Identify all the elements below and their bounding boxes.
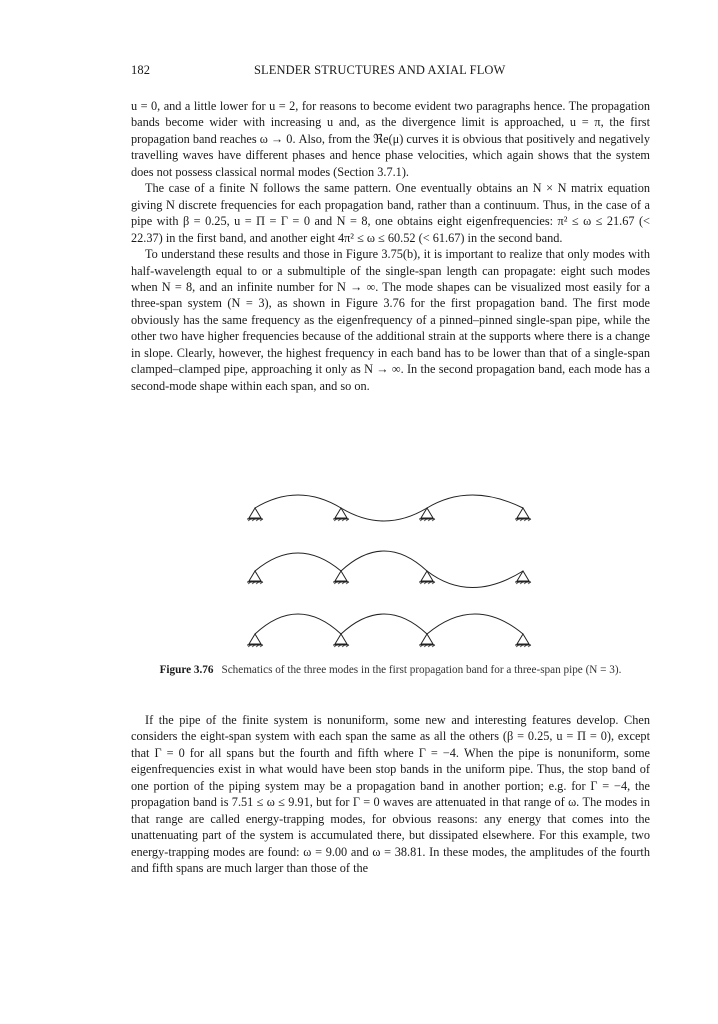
support-icon — [419, 508, 435, 521]
figure-caption-text: Schematics of the three modes in the first propagation band for a three-span pipe (N = 3). — [221, 664, 622, 676]
mode-2-shape — [247, 551, 531, 588]
support-icon — [247, 634, 263, 647]
support-icon — [419, 571, 435, 584]
figure-label: Figure 3.76 — [159, 664, 214, 676]
body-text-top — [131, 98, 650, 394]
paragraph-mode-shapes: To understand these results and those in Figure 3.75(b), it is important to realize that only modes with half-wavelength equal to or a submultiple of the single-span length can propagate: eight such modes when N = 8, and an infinite number for N → ∞. The mode shapes can be visualized most easily for a three-span system (N = 3), as shown in Figure 3.76 for the first propagation band. The first mode obviously has the same frequency as the eigenfrequency of a pinned–pinned single-span pipe, while the other two have higher frequencies because of the additional strain at the supports where there is a change in slope. Clearly, however, the highest frequency in each band has to be lower than that of a single-span clamped–clamped pipe, approaching it only as N → ∞. In the second propagation band, each mode has a second-mode shape within each span, and so on. — [131, 247, 650, 393]
page-number: 182 — [131, 63, 151, 77]
support-icon — [247, 571, 263, 584]
support-icon — [333, 508, 349, 521]
support-icon — [247, 508, 263, 521]
paragraph-nonuniform: If the pipe of the finite system is nonuniform, some new and interesting features develop. Chen considers the eight-span system with each span the same as all the others (β = 0.25, u = Π = 0), except that Γ = 0 for all spans but the fourth and fifth where Γ = −4. When the pipe is nonuniform, some eigenfrequencies exist in what would have been stop bands in the uniform pipe. Thus, the stop band of one portion of the piping system may be a propagation band in another portion; e.g. for Γ = −4, the propagation band is 7.51 ≤ ω ≤ 9.91, but for Γ = 0 waves are attenuated in that range of ω. The modes in that range are called energy-trapping modes, for obvious reasons: any energy that comes into the unattenuating part of the system is accumulated there, but dissipated elsewhere. For this example, two energy-trapping modes are found: ω = 9.00 and ω = 38.81. In these modes, the amplitudes of the fourth and fifth spans are much larger than those of the — [131, 713, 650, 876]
support-icon — [515, 571, 531, 584]
support-icon — [515, 634, 531, 647]
support-icon — [333, 634, 349, 647]
figure-3-76-schematic — [235, 488, 545, 650]
support-icon — [515, 508, 531, 521]
page-header — [131, 63, 651, 83]
mode-1-shape — [247, 495, 531, 521]
mode-3-shape — [247, 614, 531, 647]
paragraph-finite-n: The case of a finite N follows the same pattern. One eventually obtains an N × N matrix equation giving N discrete frequencies for each propagation band, rather than a continuum. Thus, in the case of a pipe with β = 0.25, u = Π = Γ = 0 and N = 8, one obtains eight eigenfrequencies: π² ≤ ω ≤ 21.67 (< 22.37) in the first band, and another eight 4π² ≤ ω ≤ 60.52 (< 61.67) in the second band. — [131, 181, 650, 245]
support-icon — [419, 634, 435, 647]
support-icon — [333, 571, 349, 584]
body-text-bottom — [131, 712, 650, 877]
figure-caption — [131, 663, 650, 678]
running-head: SLENDER STRUCTURES AND AXIAL FLOW — [254, 63, 506, 77]
paragraph-continued: u = 0, and a little lower for u = 2, for reasons to become evident two paragraphs hence. The propagation bands become wider with increasing u and, as the divergence limit is approached, u = π, the first propagation band reaches ω → 0. Also, from the ℜe(μ) curves it is obvious that positively and negatively travelling waves have different phases and hence phase velocities, which again shows that the system does not possess classical normal modes (Section 3.7.1). — [131, 99, 650, 179]
